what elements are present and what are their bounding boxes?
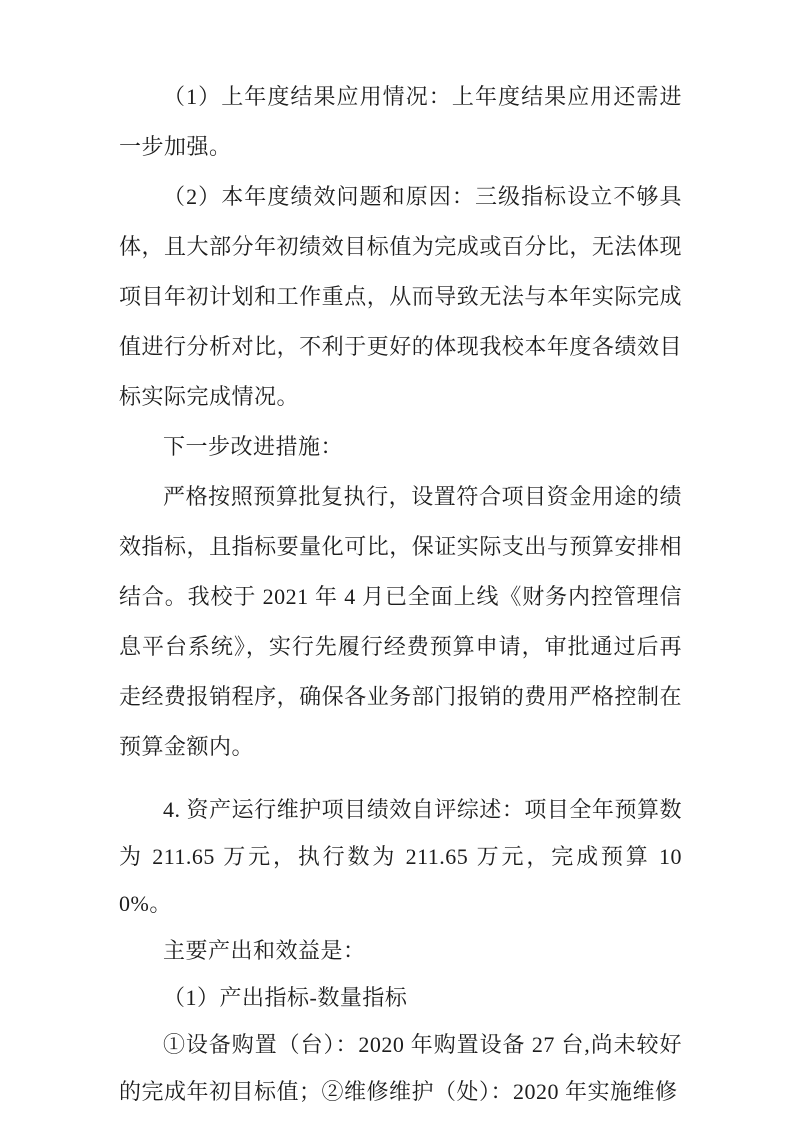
paragraph-output-indicator-heading: （1）产出指标-数量指标 (163, 985, 408, 1010)
paragraph-prev-year-result: （1）上年度结果应用情况：上年度结果应用还需进一步加强。 (119, 84, 682, 159)
paragraph-main-output-heading: 主要产出和效益是： (163, 938, 366, 963)
paragraph-asset-project-summary: 4. 资产运行维护项目绩效自评综述：项目全年预算数为 211.65 万元，执行数为 211.65 万元，完成预算 100%。 (119, 797, 682, 916)
paragraph-next-step-heading: 下一步改进措施： (163, 434, 344, 459)
paragraph-current-year-issues: （2）本年度绩效问题和原因：三级指标设立不够具体，且大部分年初绩效目标值为完成或百分比，无法体现项目年初计划和工作重点，从而导致无法与本年实际完成值进行分析对比，不利于更好的体现我校本年度各绩效目标实际完成情况。 (119, 184, 682, 409)
paragraph-equipment-purchase: ①设备购置（台）：2020 年购置设备 27 台,尚未较好的完成年初目标值；②维修维护（处）：2020 年实施维修 (119, 1032, 682, 1104)
paragraph-improvement-measures: 严格按照预算批复执行，设置符合项目资金用途的绩效指标，且指标要量化可比，保证实际支出与预算安排相结合。我校于 2021 年 4 月已全面上线《财务内控管理信息平台系统》，实行先履行经费预算申请，审批通过后再走经费报销程序，确保各业务部门报销的费用严格控制在预算金额内。 (119, 484, 682, 759)
